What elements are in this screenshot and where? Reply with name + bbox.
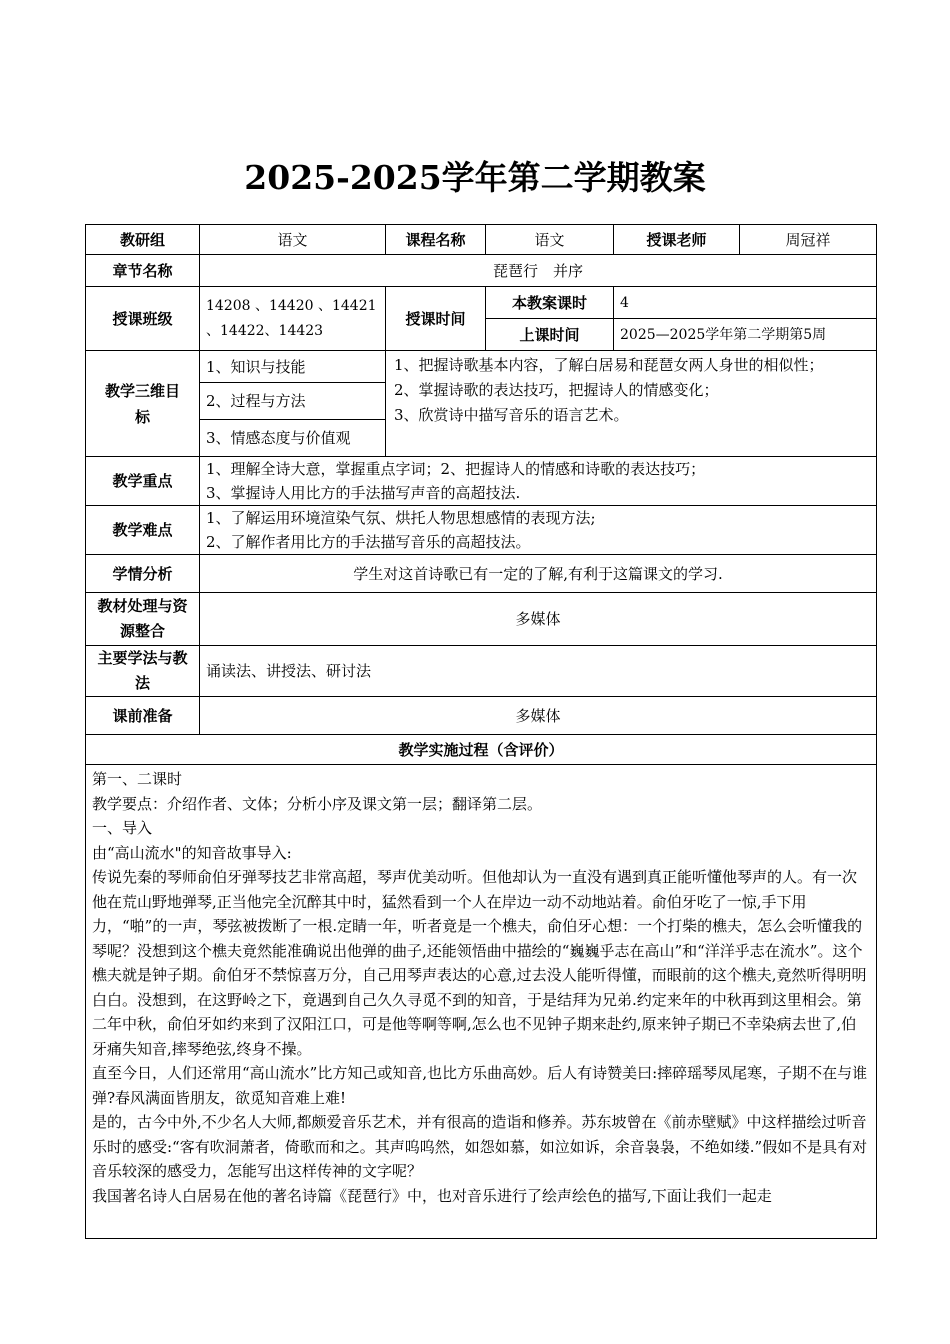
lesson-plan-table (85, 224, 877, 1239)
teacher-label: 授课老师 (614, 225, 740, 255)
process-paragraph-2: 教学要点：介绍作者、文体；分析小序及课文第一层；翻译第二层。 (92, 794, 543, 813)
process-paragraph-8: 我国著名诗人白居易在他的著名诗篇《琵琶行》中，也对音乐进行了绘声绘色的描写,下面让我们一起走 (92, 1186, 772, 1205)
course-value: 语文 (486, 225, 614, 255)
methods-label: 主要学法与教法 (86, 646, 200, 697)
analysis-value: 学生对这首诗歌已有一定的了解,有利于这篇课文的学习. (200, 555, 877, 593)
time-label: 授课时间 (386, 287, 486, 351)
page-title: 2025-2025学年第二学期教案 (244, 158, 706, 197)
goal-line-1: 1、把握诗歌基本内容，了解白居易和琵琶女两人身世的相似性； (394, 356, 824, 374)
methods-value: 诵读法、讲授法、研讨法 (200, 646, 877, 697)
goals-content (386, 351, 877, 457)
difficulties-label: 教学难点 (86, 506, 200, 555)
header-row (86, 225, 877, 255)
process-paragraph-4: 由“高山流水"的知音故事导入: (92, 843, 292, 862)
materials-value: 多媒体 (200, 593, 877, 646)
difficulty-line-2: 2、了解作者用比方的手法描写音乐的高超技法。 (206, 533, 531, 551)
class-label: 授课班级 (86, 287, 200, 351)
process-paragraph-7: 是的，古今中外,不少名人大师,都颇爱音乐艺术，并有很高的造诣和修养。苏东坡曾在《前赤壁赋》中这样描绘过听音乐时的感受:“客有吹洞萧者，倚歌而和之。其声呜呜然，如怨如慕，如泣如诉，余音袅袅，不绝如缕.”假如不是具有对音乐较深的感受力，怎能写出这样传神的文字呢？ (92, 1113, 868, 1180)
chapter-row (86, 255, 877, 287)
difficulties-content (200, 506, 877, 555)
key-points-content (200, 457, 877, 506)
goals-label: 教学三维目标 (86, 351, 200, 457)
key-point-line-2: 3、掌握诗人用比方的手法描写声音的高超技法. (206, 484, 521, 502)
chapter-label: 章节名称 (86, 255, 200, 287)
process-paragraph-5: 传说先秦的琴师俞伯牙弹琴技艺非常高超，琴声优美动听。但他却认为一直没有遇到真正能听懂他琴声的人。有一次他在荒山野地弹琴,正当他完全沉醉其中时，猛然看到一个人在岸边一动不动地站着。俞伯牙吃了一惊,手下用力，“啪”的一声，琴弦被拨断了一根.定睛一年，听者竟是一个樵夫，俞伯牙心想：一个打柴的樵夫，怎么会听懂我的琴呢？没想到这个樵夫竟然能准确说出他弹的曲子,还能领悟曲中描绘的“巍巍乎志在高山”和“洋洋乎志在流水”。这个樵夫就是钟子期。俞伯牙不禁惊喜万分，自己用琴声表达的心意,过去没人能听得懂，而眼前的这个樵夫,竟然听得明明白白。没想到，在这野岭之下，竟遇到自己久久寻觅不到的知音，于是结拜为兄弟.约定来年的中秋再到这里相会。第二年中秋，俞伯牙如约来到了汉阳江口，可是他等啊等啊,怎么也不见钟子期来赴约,原来钟子期已不幸染病去世了,伯牙痛失知音,摔琴绝弦,终身不操。 (92, 868, 867, 1058)
difficulty-line-1: 1、了解运用环境渲染气氛、烘托人物思想感情的表现方法; (206, 509, 596, 527)
goal-line-3: 3、欣赏诗中描写音乐的语言艺术。 (394, 406, 629, 424)
materials-label: 教材处理与资源整合 (86, 593, 200, 646)
goal-item-1: 1、知识与技能 (200, 351, 386, 383)
chapter-value: 琵琶行 并序 (200, 255, 877, 287)
preparation-value: 多媒体 (200, 697, 877, 735)
key-points-label: 教学重点 (86, 457, 200, 506)
goal-line-2: 2、掌握诗歌的表达技巧，把握诗人的情感变化； (394, 381, 719, 399)
hours-label: 本教案课时 (486, 287, 614, 319)
process-body (86, 765, 877, 1239)
date-label: 上课时间 (486, 319, 614, 351)
goal-item-2: 2、过程与方法 (200, 383, 386, 420)
key-point-line-1: 1、理解全诗大意，掌握重点字词；2、把握诗人的情感和诗歌的表达技巧； (206, 460, 706, 478)
process-paragraph-6: 直至今日，人们还常用“高山流水”比方知己或知音,也比方乐曲高妙。后人有诗赞美曰:摔碎瑶琴凤尾寒，子期不在与谁弹?春风满面皆朋友，欲觅知音难上难! (92, 1064, 868, 1107)
hours-value: 4 (614, 287, 877, 319)
process-paragraph-1: 第一、二课时 (92, 770, 183, 788)
process-heading: 教学实施过程（含评价） (86, 735, 877, 765)
class-value: 14208 、14420 、14421 、14422、14423 (200, 287, 386, 351)
group-value: 语文 (200, 225, 386, 255)
group-label: 教研组 (86, 225, 200, 255)
teacher-value: 周冠祥 (740, 225, 877, 255)
process-paragraph-3: 一、导入 (92, 819, 153, 837)
date-value: 2025—2025学年第二学期第5周 (614, 319, 877, 351)
course-label: 课程名称 (386, 225, 486, 255)
preparation-label: 课前准备 (86, 697, 200, 735)
goal-item-3: 3、情感态度与价值观 (200, 420, 386, 457)
analysis-label: 学情分析 (86, 555, 200, 593)
